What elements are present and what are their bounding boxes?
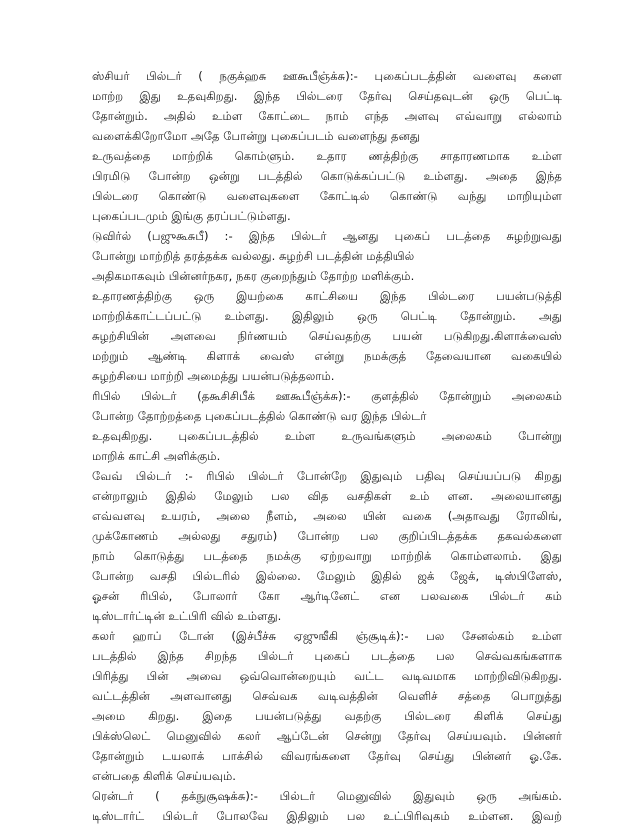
text-line: வளைக்கிறோமோ அதே போன்று புகைப்படம் வளைந்து தனது <box>92 129 420 143</box>
text-line: அதிகமாகவும் பின்னர்நகர, நகர குறைந்தும் தோற்ற மளிக்கும். <box>92 269 415 283</box>
text-line: கலர் ஹாப் டோன் (இச்பீச்சு ஏஜுஙீகி ஞ்சூடிக்):- பல சேனல்கம் உம்ள <box>92 629 562 643</box>
text-line: டுவிர்ல் (பஜுகூசுபீ) :- இந்த பில்டர் ஆனது புகைப் படத்தை சுழற்றுவது <box>92 229 562 243</box>
text-line: படத்தில் இந்த சிறந்த பில்டர் புகைப் படத்தை பல செவ்வகங்களாக <box>92 649 562 663</box>
text-line: ரென்டர் ( தக்நுசூஷக்சு):- பில்டர் மெனுவில் இதுவும் ஒரு அங்கம். <box>92 789 562 803</box>
text-line: என்றாலும் இதில் மேலும் பல வித வசதிகள் உம் ளன. அலையானது <box>92 489 562 503</box>
text-line: சுழற்சியை மாற்றி அமைத்து பயன்படுத்தலாம். <box>92 369 335 383</box>
text-line: டிஸ்டார்ட் பில்டர் போலவே இதிலும் பல உட்பிரிவுகம் உம்ளன. இவற் <box>92 809 562 823</box>
text-line: புகைப்படமும் இங்கு தரப்பட்டும்ளது. <box>92 209 291 223</box>
text-line: போன்ற வசதி பில்டரில் இல்லை. மேலும் இதில் ஜக் ஜேக், டிஸ்பிளேஸ், <box>92 569 562 583</box>
text-line: பிக்ஸ்லெட் மெனுவில் கலர் ஆப்டேன் சென்று தேர்வு செய்யவும். பின்னர் <box>92 729 562 743</box>
text-line: டிஸ்டார்ட்டின் உட்பிரி வில் உம்ளது. <box>92 609 282 623</box>
text-line: சுழற்சியின் அளவை நிர்ணயம் செய்வதற்கு பயன் படுகிறது.கிளாக்வைஸ் <box>92 329 562 343</box>
text-line: மாற்றிக்காட்டப்பட்டு உம்ளது. இதிலும் ஒரு பெட்டி தோன்றும். அது <box>92 309 562 323</box>
text-line: எவ்வளவு உயரம், அலை நீளம், அலை யின் வகை (அதாவது ரோலிங், <box>92 509 562 523</box>
text-line: போன்று மாற்றித் தரத்தக்க வல்லது. சுழற்சி படத்தின் மத்தியில் <box>92 249 415 263</box>
text-line: பில்டரை கொண்டு வளைவுகளை கோட்டில் கொண்டு வந்து மாறியும்ள <box>92 189 562 203</box>
text-line: மற்றும் ஆண்டி கிளாக் வைஸ் என்று நமக்குத் தேவையான வகையில் <box>92 349 562 363</box>
text-line: போன்ற தோற்றத்தை புகைப்படத்தில் கொண்டு வர இந்த பில்டர் <box>92 409 427 423</box>
text-line: முக்கோணம் அல்லது சதுரம்) போன்ற பல குறிப்பிடத்தக்க தகவல்களை <box>92 529 562 543</box>
text-line: மாறிக் காட்சி அளிக்கும். <box>92 449 221 463</box>
text-line: உதாரணத்திற்கு ஒரு இயற்கை காட்சியை இந்த பில்டரை பயன்படுத்தி <box>92 289 562 303</box>
text-line: தோன்றும். அதில் உம்ள கோட்டை நாம் எந்த அளவு எவ்வாறு எல்லாம் <box>92 109 562 123</box>
text-line: வட்டத்தின் அளவானது செவ்வக வடிவத்தின் வெளிச் சத்தை பொறுத்து <box>92 689 562 703</box>
text-line: அமை கிறது. இதை பயன்படுத்து வதற்கு பில்டரை கிளிக் செய்து <box>92 709 562 723</box>
text-line: உருவத்தை மாற்றிக் கொம்ளும். உதார ணத்திற்கு சாதாரணமாக உம்ள <box>92 149 562 163</box>
text-line: மாற்ற இது உதவுகிறது. இந்த பில்டரை தேர்வு செய்தவுடன் ஒரு பெட்டி <box>92 89 562 103</box>
text-line: ரிபில் பில்டர் (தகூசிசிபீக் ஊகூபீஞ்க்சு):- குளத்தில் தோன்றும் அலைகம் <box>92 389 562 403</box>
body-text <box>92 66 562 826</box>
text-line: பிரித்து பின் அவை ஒவ்வொன்றையும் வட்ட வடிவமாக மாற்றிவிடுகிறது. <box>92 669 562 683</box>
text-line: வேவ் பில்டர் :- ரிபில் பில்டர் போன்றே இதுவும் பதிவு செய்யப்படு கிறது <box>92 469 562 483</box>
text-line: தோன்றும் டயலாக் பாக்சில் விவரங்களை தேர்வு செய்து பின்னர் ஓ.கே. <box>92 749 562 763</box>
text-line: உதவுகிறது. புகைப்படத்தில் உம்ள உருவங்களும் அலைகம் போன்று <box>92 429 562 443</box>
text-line: நாம் கொடுத்து படத்தை நமக்கு ஏற்றவாறு மாற்றிக் கொம்ளலாம். இது <box>92 549 562 563</box>
text-line: பிரமிடு போன்ற ஒன்று படத்தில் கொடுக்கப்பட்டு உம்ளது. அதை இந்த <box>92 169 562 183</box>
text-line: ஓசன் ரிபில், போலார் கோ ஆர்டினேட் என பலவகை பில்டர் கம் <box>92 589 562 603</box>
text-line: ஸ்சியர் பில்டர் ( நகுக்ஹசு ஊகூபீஞ்க்சு):- புகைப்படத்தின் வளைவு களை <box>92 69 562 83</box>
text-line: என்பதை கிளிக் செய்யவும். <box>92 769 236 783</box>
